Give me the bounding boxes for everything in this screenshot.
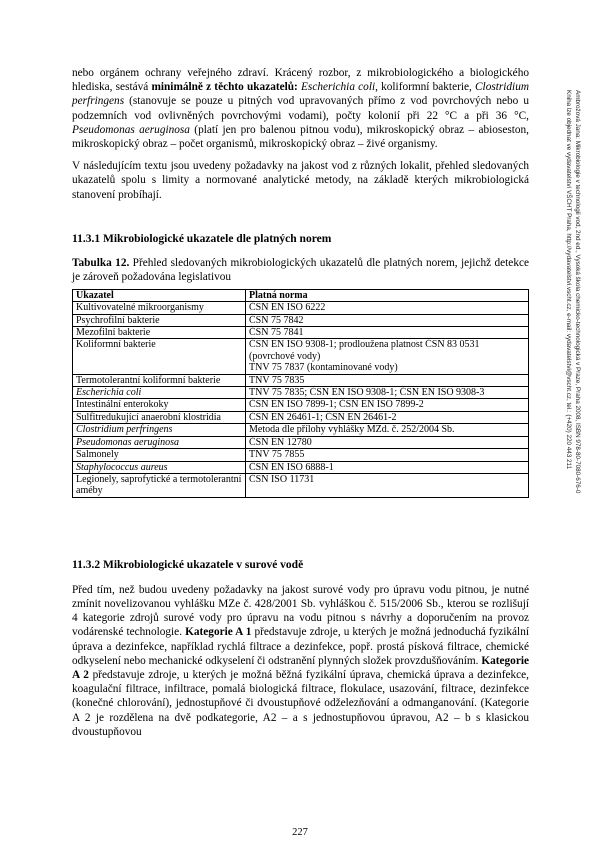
table-row [73,436,529,448]
indicator-cell: Escherichia coli [73,387,246,399]
header-standard: Platná norma [246,289,529,301]
section-heading-11-3-1: 11.3.1 Mikrobiologické ukazatele dle platných norem [72,232,332,245]
indicator-cell: Pseudomonas aeruginosa [73,436,246,448]
table-row [73,314,529,326]
table-row [73,387,529,399]
table-row [73,327,529,339]
indicator-cell: Intestinální enterokoky [73,399,246,411]
indicator-cell: Salmonely [73,449,246,461]
paragraph-intro: V následujícím textu jsou uvedeny požadavky na jakost vod z různých lokalit, přehled sledovaných ukazatelů spolu s limity a normované analytické metody, na základě kterých mikrobiologická stanovení probíhají. [72,160,529,201]
table-row [73,449,529,461]
side-note-order-info: Kniha lze objednat ve vydavatelství VŠCHT Praha, http://vydavatelstvi.vscht.cz, e-mail: vydavatelstvi@vscht.cz, tel.: (+420) 220 443 211 [565,90,572,470]
indicator-cell: Mezofilní bakterie [73,327,246,339]
indicator-cell: Kultivovatelné mikroorganismy [73,302,246,314]
header-indicator: Ukazatel [73,289,246,301]
standard-cell: TNV 75 7835 [246,374,529,386]
standard-cell: ČSN ISO 11731 [246,473,529,497]
page-content [72,66,529,739]
standard-cell: Metoda dle přílohy vyhlášky MZd. č. 252/2004 Sb. [246,424,529,436]
indicator-cell: Staphylococcus aureus [73,461,246,473]
table-row [73,399,529,411]
standard-cell: TNV 75 7855 [246,449,529,461]
side-note-citation: Ambrožová Jana: Mikrobiologie v technologii vod, 2nd ed., Vysoká škola chemicko-technologická v Praze, Praha 2008, ISBN 978-80-7080-676-0 [574,90,581,494]
page-number: 227 [292,827,308,838]
standard-cell: ČSN EN ISO 6888-1 [246,461,529,473]
table-row [73,374,529,386]
paragraph-abbreviated-analysis: nebo orgánem ochrany veřejného zdraví. Krácený rozbor, z mikrobiologického a biologického hlediska, sestává minimálně z těchto ukazatelů: Escherichia coli, koliformní bakterie, Clostridium perfringens (stanovuje se pouze u pitných vod upravovaných přímo z vod povrchových nebo u podzemních vod ovlivněných povrchovými vodami), počty kolonií při 22 °C a při 36 °C, Pseudomonas aeruginosa (platí jen pro balenou pitnou vodu), mikroskopický obraz – abioseston, mikroskopický obraz – počet organismů, mikroskopický obraz – živé organismy. [72,67,530,151]
standard-cell: ČSN EN ISO 9308-1; prodloužena platnost ČSN 83 0531 (povrchové vody) TNV 75 7837 (kontaminované vody) [246,339,529,374]
table-row [73,302,529,314]
table-row [73,473,529,497]
table-row [73,411,529,423]
standard-cell: ČSN EN ISO 7899-1; ČSN EN ISO 7899-2 [246,399,529,411]
side-note [558,90,582,690]
standard-cell: ČSN EN 12780 [246,436,529,448]
standard-cell: ČSN 75 7842 [246,314,529,326]
table-caption: Tabulka 12. Přehled sledovaných mikrobiologických ukazatelů dle platných norem, jejichž detekce je zároveň požadována legislativou [72,256,529,283]
standard-cell: ČSN EN 26461-1; ČSN EN 26461-2 [246,411,529,423]
indicator-cell: Termotolerantní koliformní bakterie [73,374,246,386]
table-row [73,424,529,436]
table-header-row [73,289,529,301]
indicator-cell: Koliformní bakterie [73,339,246,374]
indicator-cell: Sulfitredukující anaerobní klostridia [73,411,246,423]
indicator-cell: Psychrofilní bakterie [73,314,246,326]
indicator-cell: Legionely, saprofytické a termotolerantní améby [73,473,246,497]
standard-cell: TNV 75 7835; ČSN EN ISO 9308-1; ČSN EN ISO 9308-3 [246,387,529,399]
indicator-cell: Clostridium perfringens [73,424,246,436]
section-heading-11-3-2: 11.3.2 Mikrobiologické ukazatele v surové vodě [72,558,304,571]
indicators-table [72,289,529,498]
paragraph-raw-water-categories: Před tím, než budou uvedeny požadavky na jakost surové vody pro úpravu vodu pitnou, je nutné zmínit novelizovanou vyhlášku MZe č. 428/2001 Sb. vyhláškou č. 515/2006 Sb., kterou se rozlišují 4 kategorie zdrojů surové vody pro úpravu na vodu pitnou s návrhy a doporučením na provoz vodárenské technologie. Kategorie A 1 představuje zdroje, u kterých je možná jednoduchá fyzikální úprava a dezinfekce, například rychlá filtrace a dezinfekce, popř. prostá písková filtrace, chemické odkyselení nebo mechanické odkyselení či odstranění plynných složek provzdušňováním. Kategorie A 2 představuje zdroje, u kterých je možná běžná fyzikální úprava, chemická úprava a dezinfekce, koagulační filtrace, infiltrace, pomalá biologická filtrace, flokulace, usazování, filtrace, dezinfekce (konečné chlorování), jednostupňové či dvoustupňové odželezňování a odmanganování. (Kategorie A 2 je rozdělena na dvě podkategorie, A2 – a s jednostupňovou úpravou, A2 – b s klasickou dvoustupňovou [72,583,529,738]
table-row [73,461,529,473]
table-row [73,339,529,374]
standard-cell: ČSN 75 7841 [246,327,529,339]
standard-cell: ČSN EN ISO 6222 [246,302,529,314]
